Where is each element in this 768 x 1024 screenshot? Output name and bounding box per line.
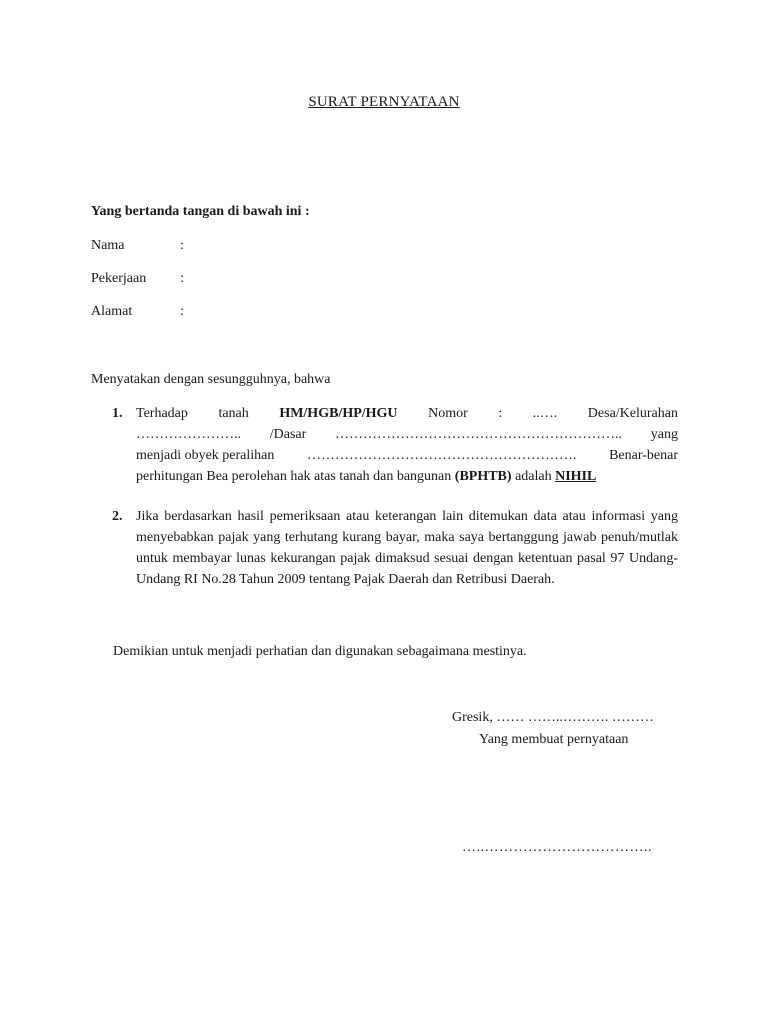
field-separator: : bbox=[180, 304, 184, 319]
text: perhitungan Bea perolehan hak atas tanah dan bangunan bbox=[136, 469, 452, 484]
field-pekerjaan bbox=[91, 271, 184, 287]
word: yang bbox=[650, 427, 678, 442]
word: Terhadap bbox=[136, 406, 188, 421]
item-number: 1. bbox=[112, 406, 123, 421]
statement-item-2 bbox=[112, 506, 678, 590]
intro-text: Yang bertanda tangan di bawah ini : bbox=[91, 204, 310, 219]
word: Desa/Kelurahan bbox=[587, 406, 678, 421]
item-1-line-1 bbox=[136, 403, 678, 424]
field-label: Pekerjaan bbox=[91, 271, 147, 286]
word: Nomor bbox=[428, 406, 468, 421]
declaration-text: Menyatakan dengan sesungguhnya, bahwa bbox=[91, 372, 331, 387]
field-label: Nama bbox=[91, 238, 125, 253]
blank-dots: …………………………………………………. bbox=[307, 448, 577, 463]
word: Benar-benar bbox=[609, 448, 678, 463]
statement-item-1 bbox=[112, 403, 678, 487]
blank-dots: …………………………………………………….. bbox=[335, 427, 623, 442]
field-separator: : bbox=[180, 238, 184, 253]
field-label: Alamat bbox=[91, 304, 133, 319]
word: tanah bbox=[218, 406, 249, 421]
field-alamat bbox=[91, 304, 184, 320]
item-2-text: Jika berdasarkan hasil pemeriksaan atau keterangan lain ditemukan data atau informasi yang menyebabkan pajak yang terhutang kurang bayar, maka saya bertanggung jawab penuh/mutlak untuk membayar lunas kekurangan pajak dimaksud sesuai dengan ketentuan pasal 97 Undang-Undang RI No.28 Tahun 2009 tentang Pajak Daerah dan Retribusi Daerah. bbox=[136, 509, 678, 587]
item-1-line-3 bbox=[136, 445, 678, 466]
signature-line: …..…………………………….. bbox=[462, 840, 652, 855]
item-1-line-4 bbox=[136, 466, 678, 487]
word: : bbox=[498, 406, 503, 421]
text: menjadi obyek peralihan bbox=[136, 448, 275, 463]
field-separator: : bbox=[180, 271, 184, 286]
signatory-caption: Yang membuat pernyataan bbox=[479, 732, 629, 747]
item-1-line-2 bbox=[136, 424, 678, 445]
closing-text: Demikian untuk menjadi perhatian dan digunakan sebagaimana mestinya. bbox=[113, 644, 527, 659]
blank-dots: ..…. bbox=[532, 406, 558, 421]
blank-dots: ………………….. bbox=[136, 427, 241, 442]
nihil-label: NIHIL bbox=[555, 469, 597, 484]
word: /Dasar bbox=[269, 427, 307, 442]
word: adalah bbox=[515, 469, 552, 484]
item-number: 2. bbox=[112, 509, 123, 524]
place-date: Gresik, …… ……..………. ……… bbox=[452, 710, 654, 725]
land-rights-types: HM/HGB/HP/HGU bbox=[279, 406, 398, 421]
bphtb-label: (BPHTB) bbox=[454, 469, 512, 484]
document-title: SURAT PERNYATAAN bbox=[308, 94, 460, 110]
field-nama bbox=[91, 238, 184, 254]
